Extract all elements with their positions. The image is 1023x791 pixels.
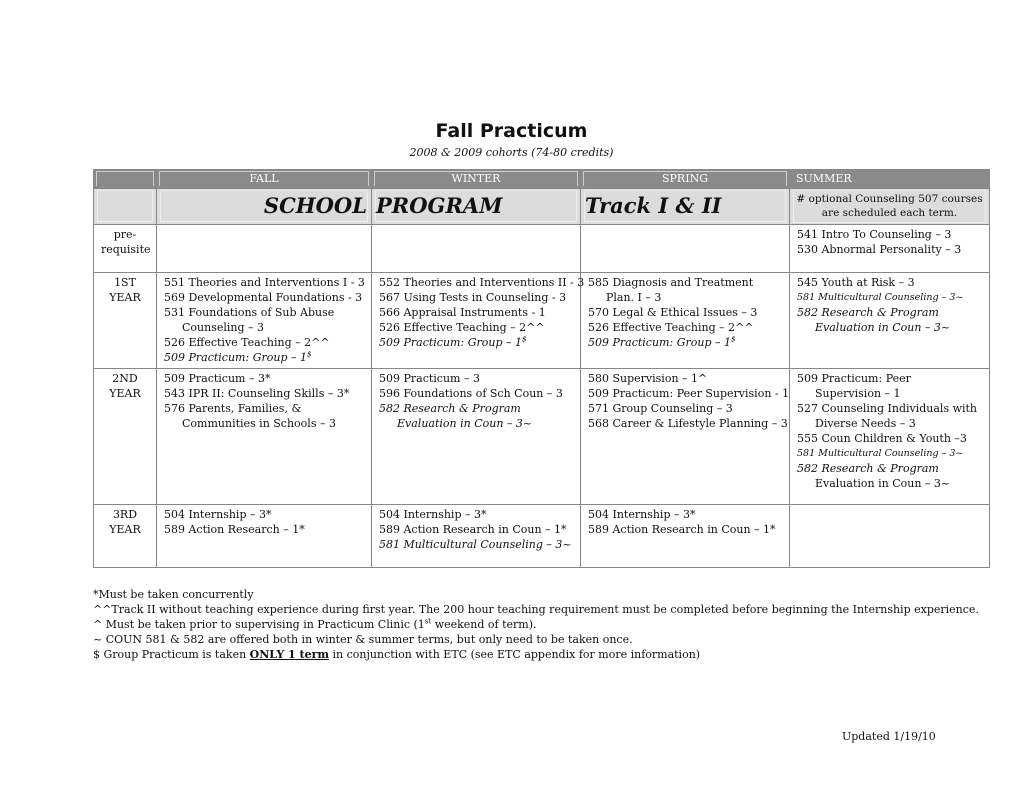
course-line: 531 Foundations of Sub Abuse — [164, 306, 335, 319]
course-line: 580 Supervision – 1^ — [588, 372, 708, 385]
cell-y3-fall — [157, 505, 372, 568]
cell-y2-winter — [372, 369, 581, 505]
footnote-supervision: ^ Must be taken prior to supervising in Practicum Clinic (1st weekend of term). — [93, 617, 537, 631]
course-line: 552 Theories and Interventions II - 3 — [379, 276, 585, 289]
course-line: 509 Practicum: Group – 1$ — [379, 335, 527, 349]
course-line: 530 Abnormal Personality – 3 — [797, 243, 962, 256]
course-line: 589 Action Research in Coun – 1* — [379, 523, 567, 536]
course-line: Diverse Needs – 3 — [815, 417, 916, 430]
course-line: 582 Research & Program — [379, 402, 521, 415]
footnote-group-practicum: $ Group Practicum is taken ONLY 1 term in conjunction with ETC (see ETC appendix for more information) — [93, 648, 701, 661]
course-line: Supervision – 1 — [815, 387, 901, 400]
course-line: 581 Multicultural Counseling – 3~ — [797, 448, 964, 459]
course-line: 581 Multicultural Counseling – 3~ — [379, 538, 572, 551]
course-line: 555 Coun Children & Youth –3 — [797, 432, 967, 445]
cell-pre-summer — [790, 225, 990, 273]
course-line: Evaluation in Coun – 3~ — [815, 321, 951, 334]
course-line: 543 IPR II: Counseling Skills – 3* — [164, 387, 350, 400]
band-school: SCHOOL — [157, 189, 372, 225]
header-spring: SPRING — [581, 170, 790, 189]
prerequisite-row — [94, 225, 990, 273]
course-line: 568 Career & Lifestyle Planning – 3 — [588, 417, 788, 430]
cell-y1-fall — [157, 273, 372, 369]
course-line: 509 Practicum: Group – 1$ — [164, 350, 312, 364]
first-year-row — [94, 273, 990, 369]
course-line: 509 Practicum: Group – 1$ — [588, 335, 736, 349]
cell-y3-spring — [581, 505, 790, 568]
cell-pre-winter — [372, 225, 581, 273]
program-band-row — [94, 189, 990, 225]
cell-y1-winter — [372, 273, 585, 369]
cell-y1-spring — [581, 273, 790, 369]
header-summer: SUMMER — [790, 170, 990, 189]
course-line: 509 Practicum – 3 — [379, 372, 480, 385]
course-line: 527 Counseling Individuals with — [797, 402, 978, 415]
course-line: 582 Research & Program — [797, 306, 939, 319]
course-line: 504 Internship – 3* — [379, 508, 487, 521]
course-line: 504 Internship – 3* — [588, 508, 696, 521]
third-year-row — [94, 505, 990, 568]
cell-pre-spring — [581, 225, 790, 273]
page-title: Fall Practicum — [435, 120, 588, 142]
row-label-second-year: 2ND YEAR — [94, 369, 157, 505]
cell-y3-winter — [372, 505, 581, 568]
cell-y2-fall — [157, 369, 372, 505]
course-line: 567 Using Tests in Counseling - 3 — [379, 291, 567, 304]
course-schedule-table — [93, 169, 990, 568]
course-line: 566 Appraisal Instruments - 1 — [379, 306, 546, 319]
course-line: 570 Legal & Ethical Issues – 3 — [588, 306, 758, 319]
course-line: 585 Diagnosis and Treatment — [588, 276, 754, 289]
cell-y1-summer — [790, 273, 990, 369]
course-line: 526 Effective Teaching – 2^^ — [379, 321, 545, 334]
header-winter: WINTER — [372, 170, 581, 189]
course-line: 551 Theories and Interventions I - 3 — [164, 276, 365, 289]
term-header-row — [94, 170, 990, 189]
cell-pre-fall — [157, 225, 372, 273]
course-line: Plan. I – 3 — [606, 291, 662, 304]
updated-date: Updated 1/19/10 — [842, 730, 936, 743]
band-summer-note — [790, 189, 990, 225]
course-line: 526 Effective Teaching – 2^^ — [588, 321, 754, 334]
course-line: 541 Intro To Counseling – 3 — [797, 228, 952, 241]
header-blank — [94, 170, 157, 189]
cell-y2-spring — [581, 369, 790, 505]
page-subtitle: 2008 & 2009 cohorts (74-80 credits) — [409, 146, 614, 159]
course-line: 596 Foundations of Sch Coun – 3 — [379, 387, 563, 400]
course-line: 509 Practicum: Peer — [797, 372, 911, 385]
header-fall: FALL — [157, 170, 372, 189]
course-line: 571 Group Counseling – 3 — [588, 402, 733, 415]
course-line: 526 Effective Teaching – 2^^ — [164, 336, 330, 349]
course-line: Communities in Schools – 3 — [182, 417, 336, 430]
row-label-first-year: 1ST YEAR — [94, 273, 157, 369]
summer-note-line-1: # optional Counseling 507 courses — [796, 193, 983, 205]
course-line: 581 Multicultural Counseling – 3~ — [797, 292, 964, 303]
footnote-coun-581-582: ~ COUN 581 & 582 are offered both in winter & summer terms, but only need to be taken once. — [93, 633, 633, 646]
band-blank — [94, 189, 157, 225]
band-program: PROGRAM — [372, 189, 581, 225]
course-line: 504 Internship – 3* — [164, 508, 272, 521]
course-line: Evaluation in Coun – 3~ — [815, 477, 951, 490]
cell-y2-summer — [790, 369, 990, 505]
footnotes — [93, 587, 993, 662]
cell-y3-summer — [790, 505, 990, 568]
course-line: 569 Developmental Foundations - 3 — [164, 291, 363, 304]
footnote-concurrent: *Must be taken concurrently — [93, 588, 254, 601]
course-line: 545 Youth at Risk – 3 — [797, 276, 915, 289]
footnote-track-ii: ^^Track II without teaching experience during first year. The 200 hour teaching requirement must be completed before beginning the Internship experience. — [93, 603, 979, 616]
course-line: Counseling – 3 — [182, 321, 265, 334]
course-line: 589 Action Research – 1* — [164, 523, 305, 536]
course-line: 576 Parents, Families, & — [164, 402, 302, 415]
band-track: Track I & II — [581, 189, 790, 225]
second-year-row — [94, 369, 990, 505]
course-line: 582 Research & Program — [797, 462, 939, 475]
summer-note-line-2: are scheduled each term. — [821, 207, 958, 219]
course-line: Evaluation in Coun – 3~ — [397, 417, 533, 430]
row-label-third-year: 3RD YEAR — [94, 505, 157, 568]
course-line: 589 Action Research in Coun – 1* — [588, 523, 776, 536]
course-line: 509 Practicum – 3* — [164, 372, 271, 385]
row-label-prerequisite: pre- requisite — [94, 225, 157, 273]
course-line: 509 Practicum: Peer Supervision - 1 — [588, 387, 790, 400]
